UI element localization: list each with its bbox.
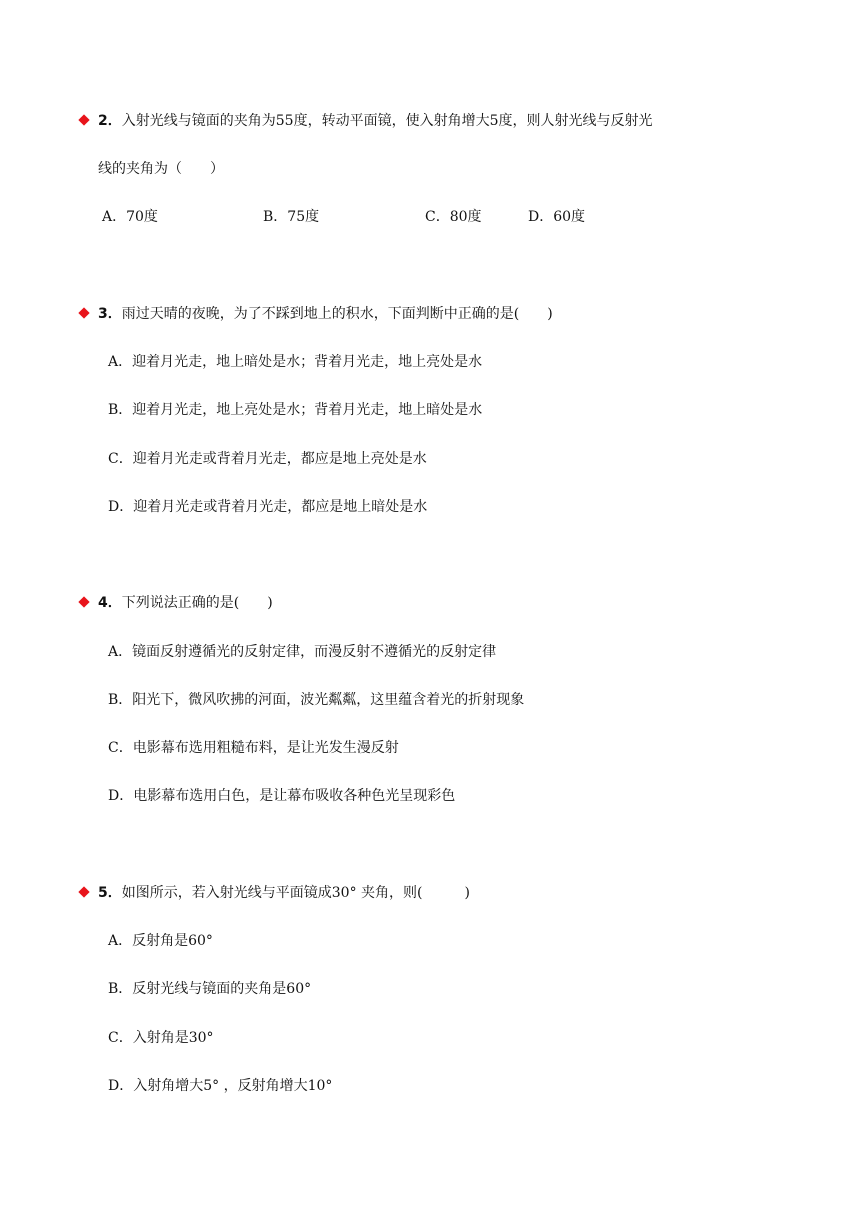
option-b: B．阳光下，微风吹拂的河面，波光粼粼，这里蕴含着光的折射现象: [108, 692, 525, 708]
bullet-diamond-icon: [78, 114, 89, 125]
question-number: 5．: [98, 885, 122, 901]
option-c: C．迎着月光走或背着月光走，都应是地上亮处是水: [108, 451, 427, 467]
question-number: 2．: [98, 113, 122, 129]
bullet-diamond-icon: [78, 307, 89, 318]
option-a: A．反射角是60°: [108, 933, 213, 949]
option-d: D．迎着月光走或背着月光走，都应是地上暗处是水: [108, 499, 428, 515]
option-c: C．电影幕布选用粗糙布料，是让光发生漫反射: [108, 740, 399, 756]
question-number: 4．: [98, 595, 122, 611]
question-stem: [98, 884, 470, 902]
question-stem-line1: 雨过天晴的夜晚，为了不踩到地上的积水，下面判断中正确的是( ): [121, 306, 553, 322]
option-d: D．电影幕布选用白色，是让幕布吸收各种色光呈现彩色: [108, 788, 456, 804]
question-stem: [98, 305, 553, 323]
option-d: D．入射角增大5° ，反射角增大10°: [108, 1078, 333, 1094]
question-stem: [98, 112, 652, 130]
option-a: A．镜面反射遵循光的反射定律，而漫反射不遵循光的反射定律: [108, 644, 497, 660]
option-c: C．80度: [425, 209, 482, 225]
option-a: A．迎着月光走，地上暗处是水；背着月光走，地上亮处是水: [108, 354, 483, 370]
question-stem-line1: 如图所示，若入射光线与平面镜成30° 夹角，则( ): [121, 885, 470, 901]
option-d: D．60度: [528, 209, 586, 225]
question-number: 3．: [98, 306, 122, 322]
bullet-diamond-icon: [78, 596, 89, 607]
question-stem-line2: 线的夹角为（ ）: [98, 161, 224, 177]
option-c: C．入射角是30°: [108, 1030, 214, 1046]
option-b: B．迎着月光走，地上亮处是水；背着月光走，地上暗处是水: [108, 402, 483, 418]
question-stem-line1: 入射光线与镜面的夹角为55度，转动平面镜，使入射角增大5度，则人射光线与反射光: [121, 113, 653, 129]
option-b: B．反射光线与镜面的夹角是60°: [108, 981, 312, 997]
question-stem-line1: 下列说法正确的是( ): [121, 595, 273, 611]
bullet-diamond-icon: [78, 886, 89, 897]
option-a: A．70度: [102, 209, 158, 225]
question-stem: [98, 594, 273, 612]
option-b: B．75度: [263, 209, 320, 225]
